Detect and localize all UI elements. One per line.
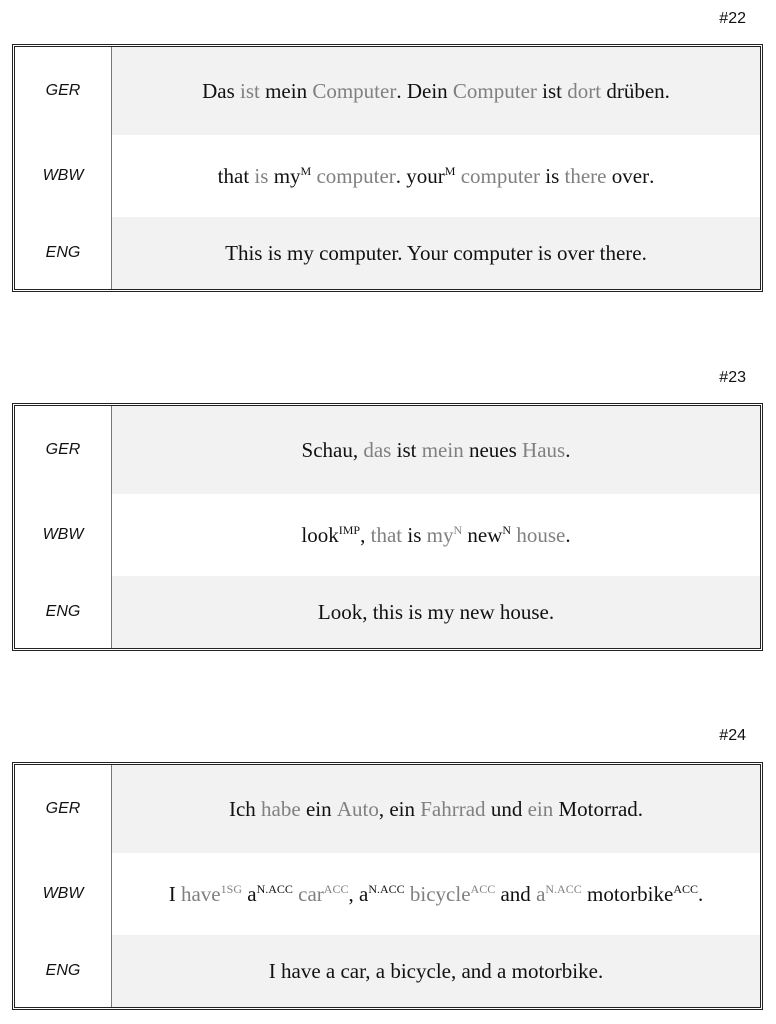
word: is — [407, 522, 422, 547]
row-label: ENG — [15, 217, 112, 289]
word: $my^M$ — [273, 163, 312, 188]
row-label: WBW — [15, 853, 112, 935]
word: Motorrad — [558, 796, 638, 821]
word: $a^{N.ACC}$ — [358, 881, 405, 906]
word-gray: Haus — [522, 437, 566, 462]
word-gray: das — [363, 437, 392, 462]
row-label: GER — [15, 765, 112, 853]
word-gray: mein — [421, 437, 464, 462]
word-gray: Computer — [452, 78, 537, 103]
gloss-superscript: ACC — [323, 881, 349, 896]
english-row — [15, 935, 760, 1007]
gloss-superscript: M — [300, 163, 312, 178]
english-translation — [112, 935, 760, 1007]
word: is — [545, 163, 560, 188]
german-sentence: Das ist mein Computer . Dein Computer ist dort drüben . — [202, 78, 670, 103]
word: $a^{N.ACC}$ — [247, 881, 293, 906]
word: that — [217, 163, 250, 188]
word: drüben — [606, 78, 665, 103]
word: ist — [542, 78, 563, 103]
gloss-superscript: 1SG — [220, 881, 242, 896]
word-gray: house — [516, 522, 566, 547]
word-by-word-gloss: that is $my^M$ computer . your$^M$ computer is there over . — [217, 163, 655, 188]
word-gray: bicycle$^{ACC}$ — [409, 881, 496, 906]
english-translation — [112, 576, 760, 648]
sentence-card — [12, 44, 763, 292]
word-gray: $my^N$ — [426, 522, 463, 547]
word-gray: car$^{ACC}$ — [298, 881, 349, 906]
row-label: WBW — [15, 494, 112, 576]
word: look$^{IMP}$ — [301, 522, 361, 547]
word-gray: Fahrrad — [420, 796, 486, 821]
row-label: GER — [15, 406, 112, 494]
word: Schau — [301, 437, 353, 462]
row-label: WBW — [15, 135, 112, 217]
gloss-superscript: M — [444, 163, 456, 178]
gloss-superscript: IMP — [338, 522, 361, 537]
gloss-superscript: N.ACC — [368, 881, 405, 896]
word: Das — [202, 78, 235, 103]
word: und — [490, 796, 523, 821]
word: over — [611, 163, 650, 188]
word: This is my computer. Your computer is over there. — [225, 240, 647, 265]
word-gray: dort — [567, 78, 602, 103]
word: and — [500, 881, 531, 906]
word-gray: $a^{N.ACC}$ — [536, 881, 582, 906]
word-by-word-row — [15, 135, 760, 217]
word: I — [168, 881, 176, 906]
word: motorbike$^{ACC}$ — [586, 881, 698, 906]
english-translation — [112, 217, 760, 289]
word: your$^M$ — [406, 163, 456, 188]
row-label: GER — [15, 47, 112, 135]
word: neues — [468, 437, 517, 462]
word-gray: is — [254, 163, 269, 188]
gloss-superscript: ACC — [673, 881, 698, 896]
german-sentence: Ich habe ein Auto , ein Fahrrad und ein Motorrad . — [228, 796, 644, 821]
english-row — [15, 217, 760, 289]
german-row — [15, 47, 760, 135]
german-row — [15, 406, 760, 494]
word: Dein — [406, 78, 448, 103]
english-row — [15, 576, 760, 648]
card-number: #22 — [719, 10, 746, 27]
word-gray: Computer — [312, 78, 397, 103]
word: mein — [265, 78, 308, 103]
row-label: ENG — [15, 576, 112, 648]
german-row — [15, 765, 760, 853]
word-gray: that — [370, 522, 403, 547]
sentence-card — [12, 762, 763, 1010]
word-by-word-row — [15, 494, 760, 576]
word-gray: there — [564, 163, 607, 188]
word-by-word-row — [15, 853, 760, 935]
word-gray: habe — [261, 796, 301, 821]
word-gray: ist — [240, 78, 260, 103]
sentence-card — [12, 403, 763, 651]
row-label: ENG — [15, 935, 112, 1007]
word: ist — [396, 437, 417, 462]
word-gray: ein — [527, 796, 554, 821]
word-gray: Auto — [336, 796, 379, 821]
word: ein — [389, 796, 415, 821]
gloss-superscript: ACC — [470, 881, 496, 896]
word: Ich — [228, 796, 256, 821]
word: Look, this is my new house. — [317, 599, 555, 624]
card-number: #24 — [719, 727, 746, 744]
gloss-superscript: N — [453, 522, 463, 537]
word-gray: computer — [460, 163, 540, 188]
german-sentence: Schau , das ist mein neues Haus . — [301, 437, 571, 462]
word-by-word-gloss: I have$^{1SG}$ $a^{N.ACC}$ car$^{ACC}$ , $a^{N.ACC}$ bicycle$^{ACC}$ and $a^{N.ACC}$ motorbike$^{ACC}$ . — [168, 881, 704, 906]
gloss-superscript: N.ACC — [545, 881, 582, 896]
word: I have a car, a bicycle, and a motorbike. — [268, 958, 604, 983]
word-gray: computer — [316, 163, 396, 188]
word: ein — [305, 796, 332, 821]
card-number: #23 — [719, 369, 746, 386]
word-by-word-gloss: look$^{IMP}$ , that is $my^N$ new$^N$ house . — [301, 522, 571, 547]
gloss-superscript: N.ACC — [256, 881, 293, 896]
gloss-superscript: N — [502, 522, 512, 537]
word: new$^N$ — [467, 522, 512, 547]
word-gray: have$^{1SG}$ — [180, 881, 242, 906]
